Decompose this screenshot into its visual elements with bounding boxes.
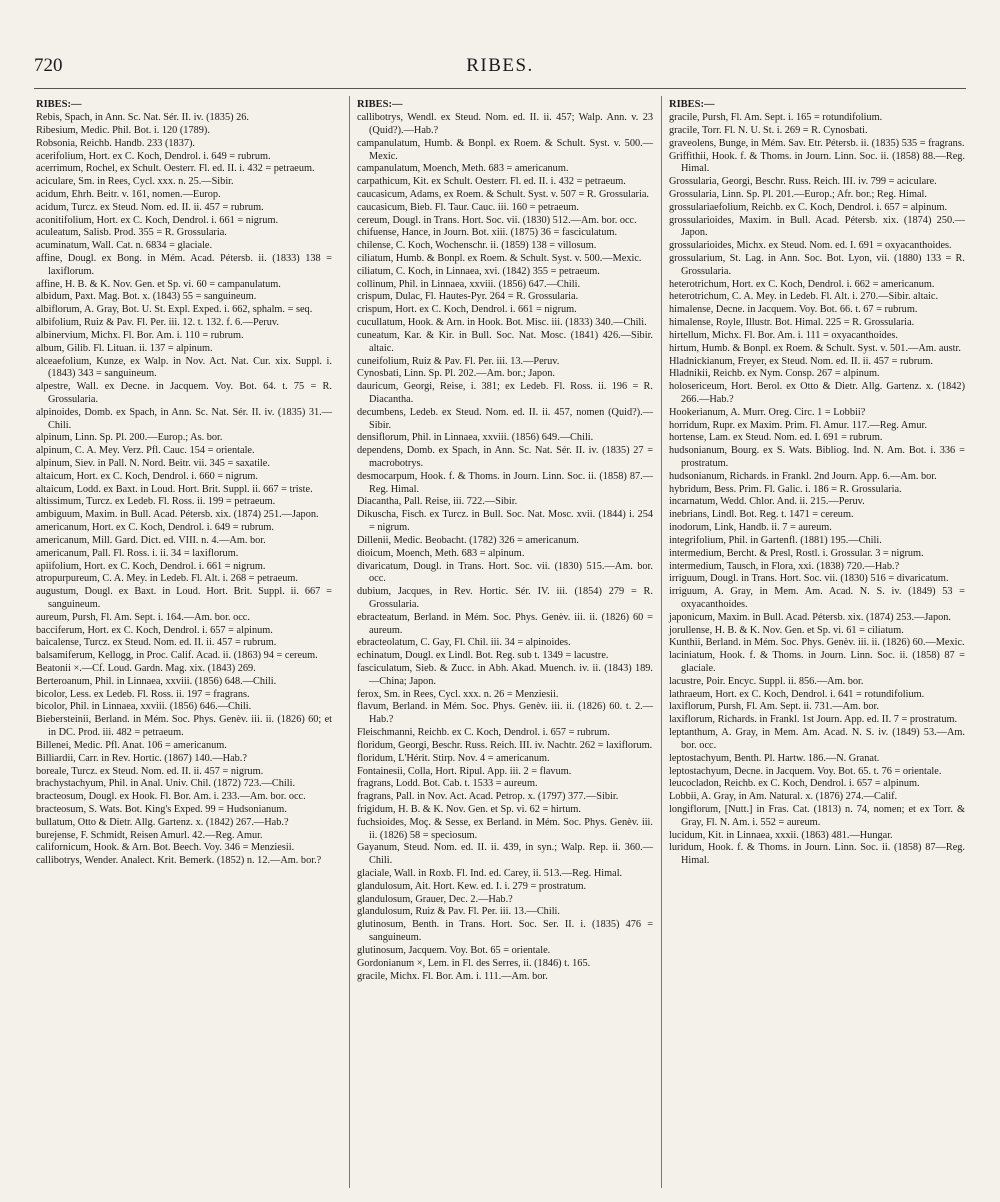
index-entry: graveolens, Bunge, in Mém. Sav. Etr. Pétersb. ii. (1835) 535 = fragrans. xyxy=(669,137,965,149)
index-entry: Hladnickianum, Freyer, ex Steud. Nom. ed. II. ii. 457 = rubrum. xyxy=(669,355,933,367)
index-entry: leptostachyum, Decne. in Jacquem. Voy. Bot. 65. t. 76 = orientale. xyxy=(669,765,942,777)
index-entry: hirtum, Humb. & Bonpl. ex Roem. & Schult. Syst. v. 501.—Am. austr. xyxy=(669,342,961,354)
index-column-2 xyxy=(357,98,653,983)
index-entry: hortense, Lam. ex Steud. Nom. ed. I. 691 = rubrum. xyxy=(669,432,883,444)
index-entry: bracteosum, Dougl. ex Hook. Fl. Bor. Am. i. 233.—Am. bor. occ. xyxy=(36,791,306,803)
index-entry: alpinoides, Domb. ex Spach, in Ann. Sc. Nat. Sér. II. iv. (1835) 31.—Chili. xyxy=(36,406,332,431)
index-entry: bicolor, Phil. in Linnaea, xxviii. (1856) 646.—Chili. xyxy=(36,701,252,713)
index-entry: album, Gilib. Fl. Lituan. ii. 137 = alpinum. xyxy=(36,342,213,354)
index-entry: lathraeum, Hort. ex C. Koch, Dendrol. i. 641 = rotundifolium. xyxy=(669,688,925,700)
index-entry: albiflorum, A. Gray, Bot. U. St. Expl. Exped. i. 662, sphalm. = seq. xyxy=(36,304,313,316)
index-entry: alpestre, Wall. ex Decne. in Jacquem. Voy. Bot. 64. t. 75 = R. Grossularia. xyxy=(36,381,332,405)
index-entry: ebracteolatum, C. Gay, Fl. Chil. iii. 34 = alpinoides. xyxy=(357,637,571,649)
index-entry: collinum, Phil. in Linnaea, xxviii. (1856) 647.—Chili. xyxy=(357,278,581,290)
index-entry: americanum, Hort. ex C. Koch, Dendrol. i. 649 = rubrum. xyxy=(36,522,275,534)
index-entry: Hookerianum, A. Murr. Oreg. Circ. 1 = Lobbii? xyxy=(669,406,866,418)
index-entry: intermedium, Bercht. & Presl, Rostl. i. Grossular. 3 = nigrum. xyxy=(669,547,924,559)
index-entry: ebracteatum, Berland. in Mém. Soc. Phys. Genèv. iii. ii. (1826) 60 = aureum. xyxy=(357,611,653,636)
index-entry: dauricum, Georgi, Reise, i. 381; ex Ledeb. Fl. Ross. ii. 196 = R. Diacantha. xyxy=(357,381,653,405)
index-entry: Dillenii, Medic. Beobacht. (1782) 326 = americanum. xyxy=(357,534,579,546)
index-entry: affine, H. B. & K. Nov. Gen. et Sp. vi. 60 = campanulatum. xyxy=(36,278,281,290)
index-entry: alpinum, Linn. Sp. Pl. 200.—Europ.; As. bor. xyxy=(36,432,223,444)
index-entry: altissimum, Turcz. ex Ledeb. Fl. Ross. ii. 199 = petraeum. xyxy=(36,496,276,508)
index-entry: altaicum, Hort. ex C. Koch, Dendrol. i. 660 = nigrum. xyxy=(36,470,259,482)
index-entry: Fontainesii, Colla, Hort. Ripul. App. iii. 2 = flavum. xyxy=(357,765,572,777)
index-entry: californicum, Hook. & Arn. Bot. Beech. Voy. 346 = Menziesii. xyxy=(36,842,295,854)
index-entry: dioicum, Moench, Meth. 683 = alpinum. xyxy=(357,547,525,559)
index-entry: horridum, Rupr. ex Maxim. Prim. Fl. Amur. 117.—Reg. Amur. xyxy=(669,419,927,431)
index-entry: leucocladon, Reichb. ex C. Koch, Dendrol. i. 657 = alpinum. xyxy=(669,778,920,790)
index-entry: aculeatum, Salisb. Prod. 355 = R. Grossularia. xyxy=(36,227,227,239)
index-entry: Biebersteinii, Berland. in Mém. Soc. Phys. Genèv. iii. ii. (1826) 60; et in DC. Prod. iii. 482 = petraeum. xyxy=(36,714,332,739)
index-entry: Grossularia, Linn. Sp. Pl. 201.—Europ.; Afr. bor.; Reg. Himal. xyxy=(669,188,927,200)
index-entry: grossularioides, Michx. ex Steud. Nom. ed. I. 691 = oxyacanthoides. xyxy=(669,240,952,252)
index-entry: ciliatum, C. Koch, in Linnaea, xvi. (1842) 355 = petraeum. xyxy=(357,265,600,277)
index-entry: heterotrichum, C. A. Mey. in Ledeb. Fl. Alt. i. 270.—Sibir. altaic. xyxy=(669,291,939,303)
index-entry: acidum, Turcz. ex Steud. Nom. ed. II. ii. 457 = rubrum. xyxy=(36,201,264,213)
index-entry: himalense, Decne. in Jacquem. Voy. Bot. 66. t. 67 = rubrum. xyxy=(669,304,918,316)
index-entry: Gordonianum ×, Lem. in Fl. des Serres, ii. (1846) t. 165. xyxy=(357,957,591,969)
index-entry: Billiardii, Carr. in Rev. Hortic. (1867) 140.—Hab.? xyxy=(36,752,247,764)
index-entry: acuminatum, Wall. Cat. n. 6834 = glaciale. xyxy=(36,240,213,252)
index-entry: fasciculatum, Sieb. & Zucc. in Abh. Akad. Muench. iv. ii. (1843) 189.—China; Japon. xyxy=(357,663,653,687)
index-entry: irriguum, A. Gray, in Mem. Am. Acad. N. S. iv. (1849) 53 = oxyacanthoides. xyxy=(669,586,965,610)
index-entry: cereum, Dougl. in Trans. Hort. Soc. vii. (1830) 512.—Am. bor. occ. xyxy=(357,214,637,226)
index-entry: gracile, Torr. Fl. N. U. St. i. 269 = R. Cynosbati. xyxy=(669,124,868,136)
index-entry: Grossularia, Georgi, Beschr. Russ. Reich. III. iv. 799 = aciculare. xyxy=(669,176,937,188)
index-entry: apiifolium, Hort. ex C. Koch, Dendrol. i. 661 = nigrum. xyxy=(36,560,266,572)
page-number: 720 xyxy=(34,55,63,76)
index-entry: callibotrys, Wender. Analect. Krit. Bemerk. (1852) n. 12.—Am. bor.? xyxy=(36,855,322,867)
index-entry: japonicum, Maxim. in Bull. Acad. Pétersb. xix. (1874) 253.—Japon. xyxy=(669,611,951,623)
index-entry: cuneifolium, Ruiz & Pav. Fl. Per. iii. 13.—Peruv. xyxy=(357,355,560,367)
index-entry: Berteroanum, Phil. in Linnaea, xxviii. (1856) 648.—Chili. xyxy=(36,675,277,687)
entry-list xyxy=(36,112,332,868)
index-entry: fragrans, Pall. in Nov. Act. Acad. Petrop. x. (1797) 377.—Sibir. xyxy=(357,791,619,803)
index-entry: bicolor, Less. ex Ledeb. Fl. Ross. ii. 197 = fragrans. xyxy=(36,688,250,700)
index-entry: ferox, Sm. in Rees, Cycl. xxx. n. 26 = Menziesii. xyxy=(357,688,559,700)
index-entry: campanulatum, Humb. & Bonpl. ex Roem. & Schult. Syst. v. 500.—Mexic. xyxy=(357,137,653,162)
index-entry: glutinosum, Jacquem. Voy. Bot. 65 = orientale. xyxy=(357,944,551,956)
column-divider xyxy=(661,96,662,1188)
index-entry: ambiguum, Maxim. in Bull. Acad. Pétersb. xix. (1874) 251.—Japon. xyxy=(36,509,319,521)
index-entry: leptostachyum, Benth. Pl. Hartw. 186.—N. Granat. xyxy=(669,752,880,764)
index-entry: balsamiferum, Kellogg, in Proc. Calif. Acad. ii. (1863) 94 = cereum. xyxy=(36,650,318,662)
index-entry: cuneatum, Kar. & Kir. in Bull. Soc. Nat. Mosc. (1841) 426.—Sibir. altaic. xyxy=(357,329,653,354)
index-entry: Fleischmanni, Reichb. ex C. Koch, Dendrol. i. 657 = rubrum. xyxy=(357,727,610,739)
index-entry: crispum, Hort. ex C. Koch, Dendrol. i. 661 = nigrum. xyxy=(357,304,577,316)
index-entry: caucasicum, Adams, ex Roem. & Schult. Syst. v. 507 = R. Grossularia. xyxy=(357,188,649,200)
index-entry: Billenei, Medic. Pfl. Anat. 106 = americanum. xyxy=(36,739,227,751)
index-entry: alceaefolium, Kunze, ex Walp. in Nov. Act. Nat. Cur. xix. Suppl. i. (1843) 343 = sanguineum. xyxy=(36,355,332,380)
index-entry: holosericeum, Hort. Berol. ex Otto & Dietr. Allg. Gartenz. x. (1842) 266.—Hab.? xyxy=(669,381,965,405)
index-entry: burejense, F. Schmidt, Reisen Amurl. 42.—Reg. Amur. xyxy=(36,829,263,841)
index-entry: glandulosum, Ait. Hort. Kew. ed. I. i. 279 = prostratum. xyxy=(357,880,587,892)
index-entry: albidum, Paxt. Mag. Bot. x. (1843) 55 = sanguineum. xyxy=(36,291,257,303)
index-entry: decumbens, Ledeb. ex Steud. Nom. ed. II. ii. 457, nomen (Quid?).—Sibir. xyxy=(357,406,653,431)
index-entry: Robsonia, Reichb. Handb. 233 (1837). xyxy=(36,137,196,149)
index-entry: divaricatum, Dougl. in Trans. Hort. Soc. vii. (1830) 515.—Am. bor. occ. xyxy=(357,560,653,585)
column-heading: RIBES:— xyxy=(36,99,82,110)
index-entry: jorullense, H. B. & K. Nov. Gen. et Sp. vi. 61 = ciliatum. xyxy=(669,624,904,636)
index-entry: hudsonianum, Richards. in Frankl. 2nd Journ. App. 6.—Am. bor. xyxy=(669,470,937,482)
index-entry: heterotrichum, Hort. ex C. Koch, Dendrol. i. 662 = americanum. xyxy=(669,278,935,290)
index-entry: grossularioides, Maxim. in Bull. Acad. Pétersb. xix. (1874) 250.—Japon. xyxy=(669,214,965,239)
index-entry: glandulosum, Grauer, Dec. 2.—Hab.? xyxy=(357,893,513,905)
index-entry: Cynosbati, Linn. Sp. Pl. 202.—Am. bor.; Japon. xyxy=(357,368,555,380)
index-column-3 xyxy=(669,98,965,868)
column-heading: RIBES:— xyxy=(669,99,715,110)
index-entry: baicalense, Turcz. ex Steud. Nom. ed. II. ii. 457 = rubrum. xyxy=(36,637,277,649)
index-column-1 xyxy=(36,98,332,868)
index-entry: incarnatum, Wedd. Chlor. And. ii. 215.—Peruv. xyxy=(669,496,865,508)
index-entry: desmocarpum, Hook. f. & Thoms. in Journ. Linn. Soc. ii. (1858) 87.—Reg. Himal. xyxy=(357,470,653,495)
index-entry: alpinum, C. A. Mey. Verz. Pfl. Cauc. 154 = orientale. xyxy=(36,445,255,457)
index-entry: bracteosum, S. Wats. Bot. King's Exped. 99 = Hudsonianum. xyxy=(36,803,287,815)
index-entry: himalense, Royle, Illustr. Bot. Himal. 225 = R. Grossularia. xyxy=(669,317,915,329)
index-entry: lucidum, Kit. in Linnaea, xxxii. (1863) 481.—Hungar. xyxy=(669,829,893,841)
index-entry: acerifolium, Hort. ex C. Koch, Dendrol. i. 649 = rubrum. xyxy=(36,150,271,162)
index-entry: acerrimum, Rochel, ex Schult. Oesterr. Fl. ed. II. i. 432 = petraeum. xyxy=(36,163,315,175)
index-entry: grossulariaefolium, Reichb. ex C. Koch, Dendrol. i. 657 = alpinum. xyxy=(669,201,948,213)
index-entry: altaicum, Lodd. ex Baxt. in Loud. Hort. Brit. Suppl. ii. 667 = triste. xyxy=(36,483,313,495)
index-entry: glaciale, Wall. in Roxb. Fl. Ind. ed. Carey, ii. 513.—Reg. Himal. xyxy=(357,868,623,879)
index-entry: echinatum, Dougl. ex Lindl. Bot. Reg. sub t. 1349 = lacustre. xyxy=(357,650,609,662)
index-entry: aureum, Pursh, Fl. Am. Sept. i. 164.—Am. bor. occ. xyxy=(36,611,250,623)
index-entry: alpinum, Siev. in Pall. N. Nord. Beitr. vii. 345 = saxatile. xyxy=(36,458,270,469)
index-entry: cucullatum, Hook. & Arn. in Hook. Bot. Misc. iii. (1833) 340.—Chili. xyxy=(357,317,647,329)
index-entry: Lobbii, A. Gray, in Am. Natural. x. (1876) 274.—Calif. xyxy=(669,791,898,803)
index-entry: chilense, C. Koch, Wochenschr. ii. (1859) 138 = villosum. xyxy=(357,240,597,252)
index-entry: longiflorum, [Nutt.] in Fras. Cat. (1813) n. 74, nomen; et ex Torr. & Gray, Fl. N. Am. i. 552 = aureum. xyxy=(669,803,965,828)
index-entry: inodorum, Link, Handb. ii. 7 = aureum. xyxy=(669,522,832,534)
index-entry: flavum, Berland. in Mém. Soc. Phys. Genèv. iii. ii. (1826) 60. t. 2.—Hab.? xyxy=(357,701,653,726)
header-rule xyxy=(34,88,966,89)
index-entry: leptanthum, A. Gray, in Mem. Am. Acad. N. S. iv. (1849) 53.—Am. bor. occ. xyxy=(669,727,965,751)
index-entry: dependens, Domb. ex Spach, in Ann. Sc. Nat. Sér. II. iv. (1835) 27 = macrobotrys. xyxy=(357,445,653,469)
index-entry: hudsonianum, Bourg. ex S. Wats. Bibliog. Ind. N. Am. Bot. i. 336 = prostratum. xyxy=(669,445,965,469)
index-entry: Hladnikii, Reichb. ex Nym. Consp. 267 = alpinum. xyxy=(669,368,880,380)
index-entry: albifolium, Ruiz & Pav. Fl. Per. iii. 12. t. 132. f. 6.—Peruv. xyxy=(36,317,279,329)
index-entry: glutinosum, Benth. in Trans. Hort. Soc. Ser. II. i. (1835) 476 = sanguineum. xyxy=(357,919,653,944)
index-entry: bacciferum, Hort. ex C. Koch, Dendrol. i. 657 = alpinum. xyxy=(36,624,273,636)
index-entry: fragrans, Lodd. Bot. Cab. t. 1533 = aureum. xyxy=(357,778,538,790)
index-entry: Rebis, Spach, in Ann. Sc. Nat. Sér. II. iv. (1835) 26. xyxy=(36,112,249,124)
index-entry: brachystachyum, Phil. in Anal. Univ. Chil. (1872) 723.—Chili. xyxy=(36,778,296,790)
index-entry: gracile, Michx. Fl. Bor. Am. i. 111.—Am. bor. xyxy=(357,970,548,982)
index-entry: floridum, L'Hérit. Stirp. Nov. 4 = americanum. xyxy=(357,752,550,764)
index-entry: carpathicum, Kit. ex Schult. Oesterr. Fl. ed. II. i. 432 = petraeum. xyxy=(357,176,626,188)
index-entry: laxiflorum, Pursh, Fl. Am. Sept. ii. 731.—Am. bor. xyxy=(669,701,879,713)
index-entry: callibotrys, Wendl. ex Steud. Nom. ed. II. ii. 457; Walp. Ann. v. 23 (Quid?).—Hab.? xyxy=(357,112,653,136)
index-entry: americanum, Mill. Gard. Dict. ed. VIII. n. 4.—Am. bor. xyxy=(36,534,266,546)
index-entry: campanulatum, Moench, Meth. 683 = americanum. xyxy=(357,163,569,175)
entry-list xyxy=(357,112,653,983)
entry-list xyxy=(669,112,965,868)
index-entry: Gayanum, Steud. Nom. ed. II. ii. 439, in syn.; Walp. Rep. ii. 360.—Chili. xyxy=(357,842,653,867)
index-entry: acidum, Ehrh. Beitr. v. 161, nomen.—Europ. xyxy=(36,188,221,200)
index-entry: albinervium, Michx. Fl. Bor. Am. i. 110 = rubrum. xyxy=(36,329,244,341)
index-entry: inebrians, Lindl. Bot. Reg. t. 1471 = cereum. xyxy=(669,509,854,521)
index-entry: grossularium, St. Lag. in Ann. Soc. Bot. Lyon, vii. (1880) 133 = R. Grossularia. xyxy=(669,253,965,277)
index-entry: Kunthii, Berland. in Mém. Soc. Phys. Genèv. iii. ii. (1826) 60.—Mexic. xyxy=(669,637,965,649)
running-head: RIBES. xyxy=(466,55,534,76)
column-divider xyxy=(349,96,350,1188)
index-entry: atropurpureum, C. A. Mey. in Ledeb. Fl. Alt. i. 268 = petraeum. xyxy=(36,573,298,585)
index-entry: floridum, Georgi, Beschr. Russ. Reich. III. iv. Nachtr. 262 = laxiflorum. xyxy=(357,739,653,751)
index-entry: laxiflorum, Richards. in Frankl. 1st Journ. App. ed. II. 7 = prostratum. xyxy=(669,714,958,726)
index-entry: Beatonii ×.—Cf. Loud. Gardn. Mag. xix. (1843) 269. xyxy=(36,663,256,674)
index-entry: luridum, Hook. f. & Thoms. in Journ. Linn. Soc. ii. (1858) 87—Reg. Himal. xyxy=(669,842,965,867)
index-entry: americanum, Pall. Fl. Ross. i. ii. 34 = laxiflorum. xyxy=(36,547,239,559)
index-entry: boreale, Turcz. ex Steud. Nom. ed. II. ii. 457 = nigrum. xyxy=(36,765,264,777)
index-entry: crispum, Dulac, Fl. Hautes-Pyr. 264 = R. Grossularia. xyxy=(357,291,579,303)
index-entry: fuchsioides, Moç. & Sesse, ex Berland. in Mém. Soc. Phys. Genèv. iii. ii. (1826) 58 = speciosum. xyxy=(357,816,653,841)
index-entry: glandulosum, Ruiz & Pav. Fl. Per. iii. 13.—Chili. xyxy=(357,906,560,918)
index-entry: Diacantha, Pall. Reise, iii. 722.—Sibir. xyxy=(357,496,518,508)
index-entry: aciculare, Sm. in Rees, Cycl. xxx. n. 25.—Sibir. xyxy=(36,176,234,188)
index-entry: densiflorum, Phil. in Linnaea, xxviii. (1856) 649.—Chili. xyxy=(357,432,594,444)
index-entry: dubium, Jacques, in Rev. Hortic. Sér. IV. iii. (1854) 279 = R. Grossularia. xyxy=(357,586,653,610)
index-entry: aconitifolium, Hort. ex C. Koch, Dendrol. i. 661 = nigrum. xyxy=(36,214,279,226)
index-entry: ciliatum, Humb. & Bonpl. ex Roem. & Schult. Syst. v. 500.—Mexic. xyxy=(357,253,642,264)
column-heading: RIBES:— xyxy=(357,99,403,110)
index-entry: lacustre, Poir. Encyc. Suppl. ii. 856.—Am. bor. xyxy=(669,675,864,687)
index-entry: augustum, Dougl. ex Baxt. in Loud. Hort. Brit. Suppl. ii. 667 = sanguineum. xyxy=(36,586,332,610)
index-entry: intermedium, Tausch, in Flora, xxi. (1838) 720.—Hab.? xyxy=(669,560,900,572)
index-entry: affine, Dougl. ex Bong. in Mém. Acad. Pétersb. ii. (1833) 138 = laxiflorum. xyxy=(36,253,332,277)
index-entry: hirtellum, Michx. Fl. Bor. Am. i. 111 = oxyacanthoides. xyxy=(669,329,898,341)
index-entry: Ribesium, Medic. Phil. Bot. i. 120 (1789). xyxy=(36,124,210,136)
index-entry: hybridum, Bess. Prim. Fl. Galic. i. 186 = R. Grossularia. xyxy=(669,483,902,495)
index-entry: gracile, Pursh, Fl. Am. Sept. i. 165 = rotundifolium. xyxy=(669,112,883,124)
index-entry: Griffithii, Hook. f. & Thoms. in Journ. Linn. Soc. ii. (1858) 88.—Reg. Himal. xyxy=(669,150,965,175)
index-entry: Dikuscha, Fisch. ex Turcz. in Bull. Soc. Nat. Mosc. xvii. (1844) i. 254 = nigrum. xyxy=(357,509,653,534)
index-entry: integrifolium, Phil. in Gartenfl. (1881) 195.—Chili. xyxy=(669,534,882,546)
index-entry: bullatum, Otto & Dietr. Allg. Gartenz. x. (1842) 267.—Hab.? xyxy=(36,816,289,828)
index-entry: irriguum, Dougl. in Trans. Hort. Soc. vii. (1830) 516 = divaricatum. xyxy=(669,573,949,585)
index-entry: chifuense, Hance, in Journ. Bot. xiii. (1875) 36 = fasciculatum. xyxy=(357,227,618,239)
index-entry: frigidum, H. B. & K. Nov. Gen. et Sp. vi. 62 = hirtum. xyxy=(357,803,581,815)
index-entry: laciniatum, Hook. f. & Thoms. in Journ. Linn. Soc. ii. (1858) 87 = glaciale. xyxy=(669,650,965,674)
index-entry: caucasicum, Bieb. Fl. Taur. Cauc. iii. 160 = petraeum. xyxy=(357,201,579,213)
